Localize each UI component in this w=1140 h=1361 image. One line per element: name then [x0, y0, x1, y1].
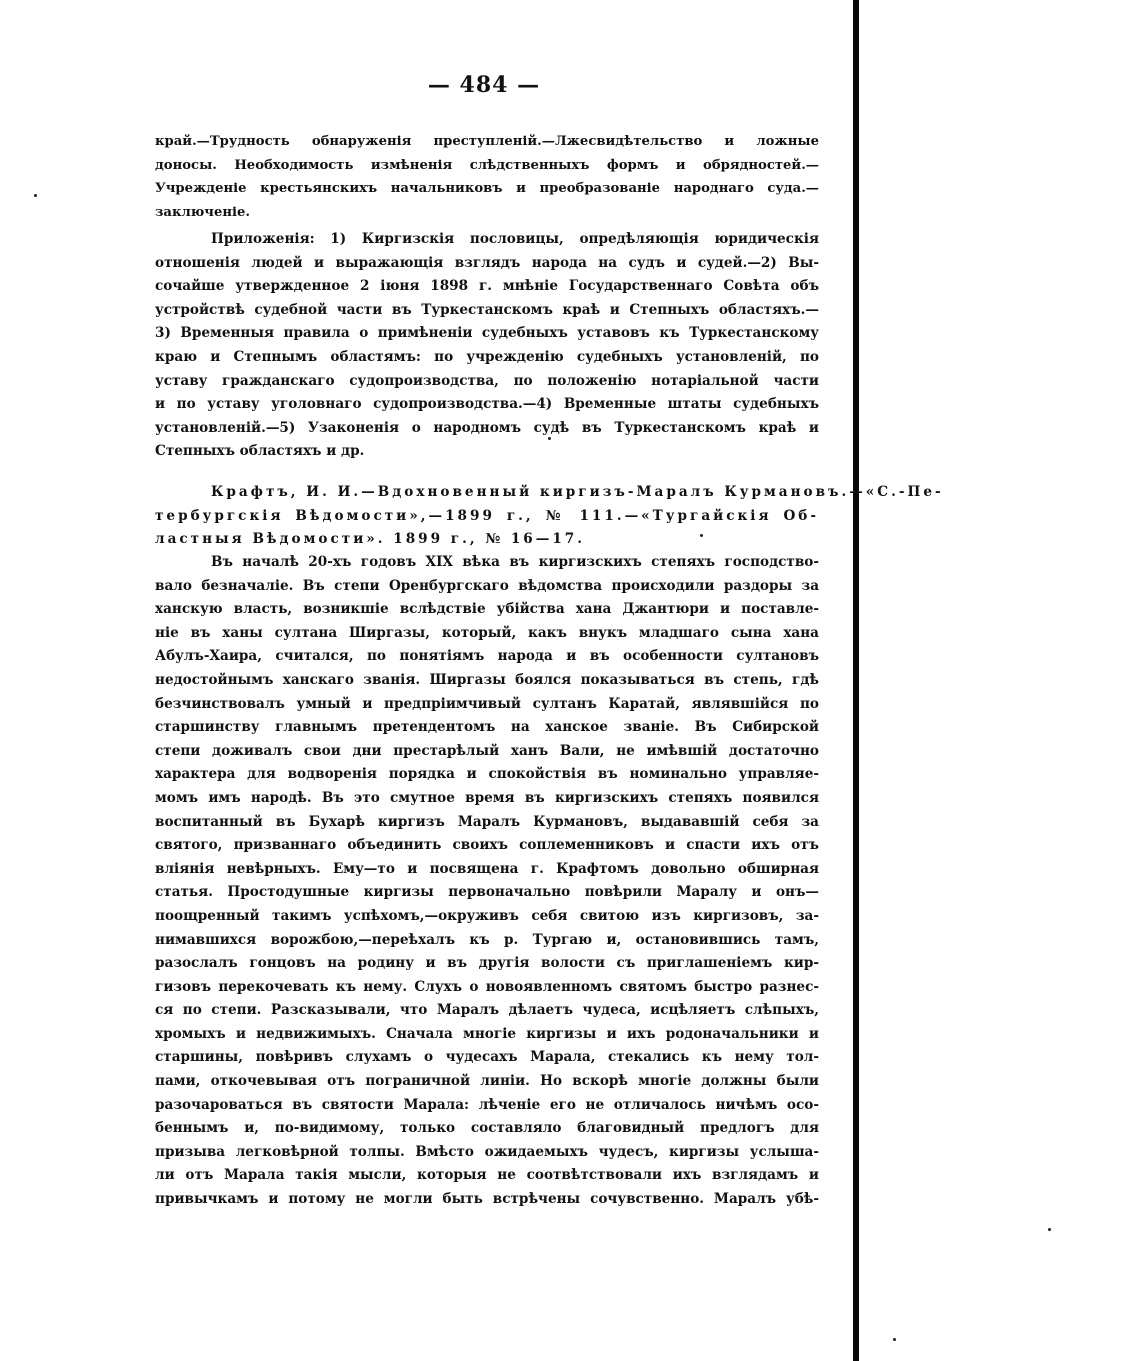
page-number: — 484 —	[427, 72, 541, 98]
text-line: заключеніе.	[155, 204, 250, 220]
text-line: разочароваться въ святости Марала: лѣченіе его не отличалось ничѣмъ осо-	[155, 1096, 819, 1113]
text-line: установленій.—5) Узаконенія о народномъ судѣ въ Туркестанскомъ краѣ и	[155, 419, 819, 436]
text-line: Приложенія: 1) Киргизскія пословицы, опредѣляющія юридическія	[211, 231, 819, 247]
text-line: святого, призваннаго объединить своихъ соплеменниковъ и спасти ихъ отъ	[155, 837, 819, 854]
text-line: характера для водворенія порядка и спокойствія въ номинально управляе-	[155, 766, 819, 783]
bibliography-entry	[155, 481, 944, 552]
text-line: привычкамъ и потому не могли быть встрѣчены сочувственно. Маралъ убѣ-	[155, 1191, 819, 1208]
scan-speck	[1048, 1228, 1051, 1231]
scan-speck	[34, 194, 37, 197]
text-line: поощренный такимъ успѣхомъ,—окруживъ себя свитою изъ киргизовъ, за-	[155, 907, 819, 924]
scan-speck	[548, 437, 551, 440]
text-line: вало безначаліе. Въ степи Оренбургскаго вѣдомства происходили раздоры за	[155, 577, 819, 594]
text-line: Степныхъ областяхъ и др.	[155, 443, 365, 460]
scan-speck	[893, 1338, 896, 1341]
text-line: Въ началѣ 20-хъ годовъ XIX вѣка въ киргизскихъ степяхъ господство-	[211, 554, 819, 570]
text-line: ніе въ ханы султана Ширгазы, который, какъ внукъ младшаго сына хана	[155, 624, 819, 641]
text-line: степи доживалъ свои дни престарѣлый ханъ Вали, не имѣвшій достаточно	[155, 742, 819, 759]
scan-speck	[700, 534, 703, 537]
text-line: вліянія невѣрныхъ. Ему—то и посвящена г. Крафтомъ довольно обширная	[155, 860, 819, 877]
text-line: ханскую власть, возникшіе вслѣдствіе убійства хана Джантюри и поставле-	[155, 601, 819, 618]
text-line: ли отъ Марала такія мысли, которыя не соотвѣтствовали ихъ взглядамъ и	[155, 1167, 819, 1184]
text-line: краю и Степнымъ областямъ: по учрежденію судебныхъ установленій, по	[155, 348, 819, 365]
text-line: безчинствовалъ умный и предпріимчивый султанъ Каратай, являвшійся по	[155, 695, 819, 712]
text-line: ластныя Вѣдомости». 1899 г., № 16—17.	[155, 531, 586, 548]
text-line: старшинству главнымъ претендентомъ на ханское званіе. Въ Сибирской	[155, 719, 819, 736]
text-line: Крафтъ, И. И.—Вдохновенный киргизъ-Маралъ Курмановъ.—«С.-Пе-	[211, 484, 944, 500]
text-line: уставу гражданскаго судопроизводства, по положенію нотаріальной части	[155, 372, 819, 389]
text-line: хромыхъ и недвижимыхъ. Сначала многіе киргизы и ихъ родоначальники и	[155, 1025, 819, 1042]
text-line: край.—Трудность обнаруженія преступленій.—Лжесвидѣтельство и ложные	[155, 134, 819, 149]
text-line: и по уставу уголовнаго судопроизводства.—4) Временные штаты судебныхъ	[155, 396, 819, 413]
book-spine-shadow	[853, 0, 859, 1361]
text-line: момъ имъ народѣ. Въ это смутное время въ киргизскихъ степяхъ появился	[155, 789, 819, 806]
text-line: сочайше утвержденное 2 іюня 1898 г. мнѣніе Государственнаго Совѣта объ	[155, 278, 819, 295]
contents-tail-paragraph	[155, 130, 819, 224]
text-line: гизовъ перекочевать къ нему. Слухъ о новоявленномъ святомъ быстро разнес-	[155, 978, 819, 995]
text-line: устройствѣ судебной части въ Туркестанскомъ краѣ и Степныхъ областяхъ.—	[155, 301, 819, 318]
text-line: пами, откочевывая отъ пограничной линіи. Но вскорѣ многіе должны были	[155, 1073, 819, 1090]
text-line: старшины, повѣривъ слухамъ о чудесахъ Марала, стекались къ нему тол-	[155, 1049, 819, 1066]
text-line: нимавшихся ворожбою,—переѣхалъ къ р. Тургаю и, остановившись тамъ,	[155, 931, 819, 948]
text-line: Абулъ-Хаира, считался, по понятіямъ народа и въ особенности султановъ	[155, 648, 819, 665]
text-line: тербургскія Вѣдомости»,—1899 г., № 111.—«Тургайскія Об-	[155, 507, 819, 524]
text-line: разослалъ гонцовъ на родину и въ другія волости съ приглашеніемъ кир-	[155, 955, 819, 972]
text-line: призыва легковѣрной толпы. Вмѣсто ожидаемыхъ чудесъ, киргизы услыша-	[155, 1143, 819, 1160]
text-line: статья. Простодушные киргизы первоначально повѣрили Маралу и онъ—	[155, 884, 819, 901]
text-line: воспитанный въ Бухарѣ киргизъ Маралъ Курмановъ, выдававшій себя за	[155, 813, 819, 830]
text-line: отношенія людей и выражающія взглядъ народа на судъ и судей.—2) Вы-	[155, 254, 819, 271]
text-line: беннымъ и, по-видимому, только составляло благовидный предлогъ для	[155, 1120, 819, 1137]
text-line: 3) Временныя правила о примѣненіи судебныхъ уставовъ къ Туркестанскому	[155, 325, 819, 342]
main-body-paragraph	[155, 551, 819, 1212]
text-line: Учрежденіе крестьянскихъ начальниковъ и преобразованіе народнаго суда.—	[155, 181, 819, 197]
text-line: ся по степи. Разсказывали, что Маралъ дѣлаетъ чудеса, исцѣляетъ слѣпыхъ,	[155, 1002, 819, 1019]
text-line: недостойнымъ ханскаго званія. Ширгазы боялся показываться въ степь, гдѣ	[155, 671, 819, 688]
text-line: доносы. Необходимость измѣненія слѣдственныхъ формъ и обрядностей.—	[155, 157, 819, 173]
appendix-paragraph	[155, 228, 819, 464]
